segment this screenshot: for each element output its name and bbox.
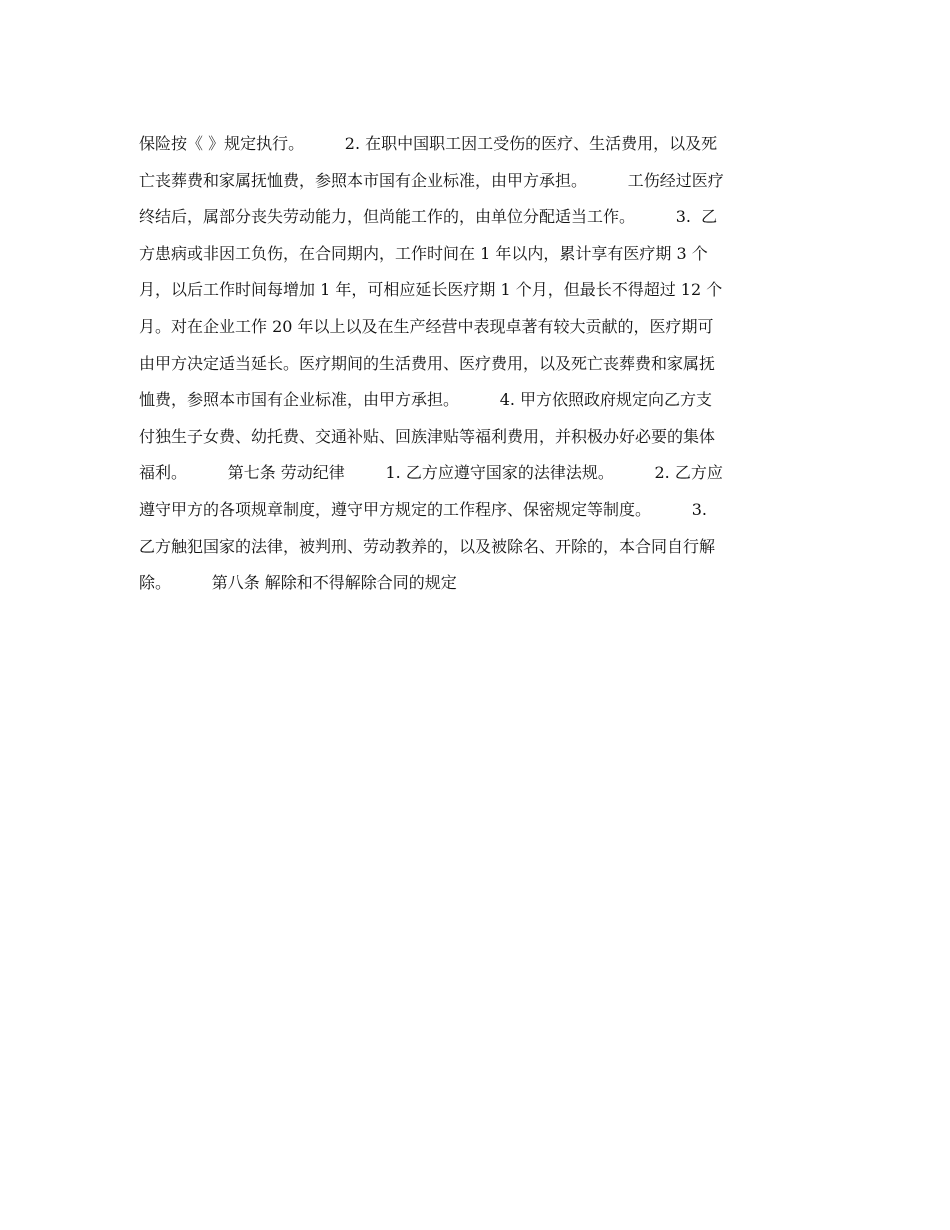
text-line: 保险按《 》规定执行。 2. 在职中国职工因工受伤的医疗、生活费用，以及死: [139, 134, 718, 153]
text-line: 月，以后工作时间每增加 1 年，可相应延长医疗期 1 个月，但最长不得超过 12 个: [139, 280, 723, 300]
text-line: 付独生子女费、幼托费、交通补贴、回族津贴等福利费用，并积极办好必要的集体: [139, 426, 716, 446]
text-line: 乙方触犯国家的法律，被判刑、劳动教养的，以及被除名、开除的，本合同自行解: [139, 536, 716, 556]
text-line: 终结后，属部分丧失劳动能力，但尚能工作的，由单位分配适当工作。 3. 乙: [139, 207, 718, 227]
text-line: 由甲方决定适当延长。医疗期间的生活费用、医疗费用，以及死亡丧葬费和家属抚: [139, 353, 716, 373]
text-line: 除。 第八条 解除和不得解除合同的规定: [139, 573, 457, 593]
text-line: 亡丧葬费和家属抚恤费，参照本市国有企业标准，由甲方承担。 工伤经过医疗: [139, 170, 724, 190]
text-line: 遵守甲方的各项规章制度，遵守甲方规定的工作程序、保密规定等制度。 3.: [139, 499, 707, 519]
text-line: 福利。 第七条 劳动纪律 1. 乙方应遵守国家的法律法规。 2. 乙方应: [139, 463, 723, 483]
text-line: 恤费，参照本市国有企业标准，由甲方承担。 4. 甲方依照政府规定向乙方支: [139, 390, 713, 410]
contract-body-text: [139, 126, 811, 602]
text-line: 方患病或非因工负伤，在合同期内，工作时间在 1 年以内，累计享有医疗期 3 个: [139, 243, 708, 263]
text-line: 月。对在企业工作 20 年以上以及在生产经营中表现卓著有较大贡献的，医疗期可: [139, 316, 714, 336]
